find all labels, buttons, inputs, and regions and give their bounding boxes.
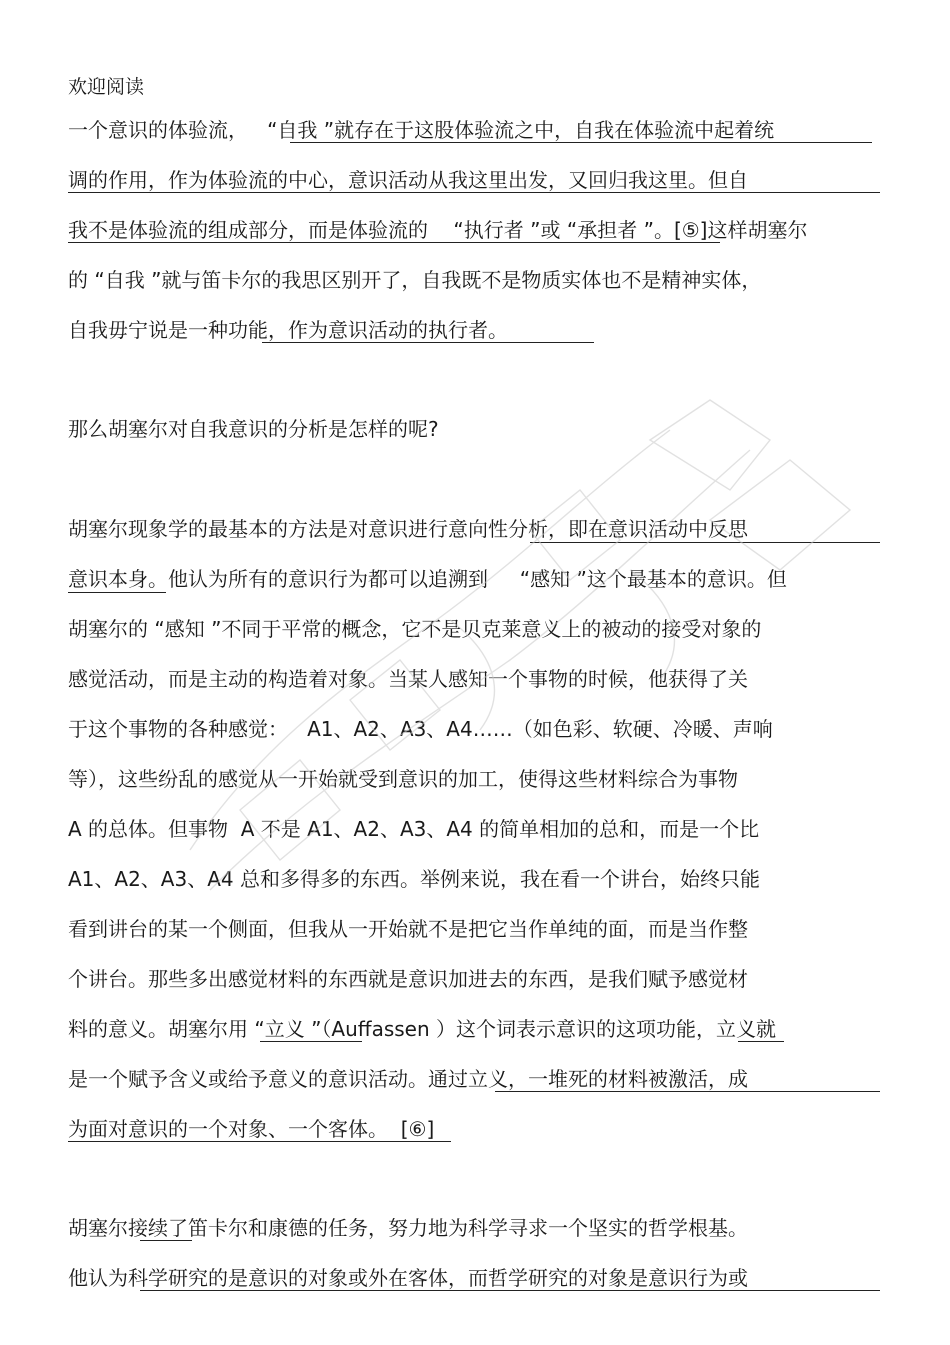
paragraph-line: 个讲台。那些多出感觉材料的东西就是意识加进去的东西，是我们赋予感觉材 xyxy=(68,967,748,991)
underline-rule xyxy=(68,592,166,593)
page-header: 欢迎阅读 xyxy=(68,76,145,98)
underline-rule xyxy=(530,542,880,543)
paragraph-line: 自我毋宁说是一种功能，作为意识活动的执行者。 xyxy=(68,318,508,342)
underline-rule xyxy=(290,142,872,143)
paragraph-line: 他认为科学研究的是意识的对象或外在客体，而哲学研究的对象是意识行为或 xyxy=(68,1266,748,1290)
paragraph-line: 于这个事物的各种感觉： A1、A2、A3、A4……（如色彩、软硬、冷暖、声响 xyxy=(68,717,773,741)
paragraph-line: 一个意识的体验流， “自我 ”就存在于这股体验流之中，自我在体验流中起着统 xyxy=(68,118,775,142)
paragraph-line: 感觉活动，而是主动的构造着对象。当某人感知一个事物的时候，他获得了关 xyxy=(68,667,748,691)
paragraph-line: 看到讲台的某一个侧面，但我从一开始就不是把它当作单纯的面，而是当作整 xyxy=(68,917,748,941)
paragraph-line: 胡塞尔现象学的最基本的方法是对意识进行意向性分析，即在意识活动中反思 xyxy=(68,517,748,541)
paragraph-line: 料的意义。胡塞尔用 “立义 ”（Auffassen ）这个词表示意识的这项功能，立义就 xyxy=(68,1017,777,1041)
section-question: 那么胡塞尔对自我意识的分析是怎样的呢? xyxy=(68,417,439,441)
underline-rule xyxy=(262,342,594,343)
underline-rule xyxy=(738,1041,784,1042)
paragraph-line: A1、A2、A3、A4 总和多得多的东西。举例来说，我在看一个讲台，始终只能 xyxy=(68,867,760,891)
underline-rule xyxy=(68,192,880,193)
paragraph-line: 我不是体验流的组成部分，而是体验流的 “执行者 ”或 “承担者 ”。[⑤]这样胡塞尔 xyxy=(68,218,808,242)
paragraph-line: 等），这些纷乱的感觉从一开始就受到意识的加工，使得这些材料综合为事物 xyxy=(68,767,738,791)
paragraph-line: 为面对意识的一个对象、一个客体。 [⑥] xyxy=(68,1117,435,1141)
paragraph-line: 胡塞尔接续了笛卡尔和康德的任务，努力地为科学寻求一个坚实的哲学根基。 xyxy=(68,1216,748,1240)
paragraph-line: 胡塞尔的 “感知 ”不同于平常的概念，它不是贝克莱意义上的被动的接受对象的 xyxy=(68,617,762,641)
paragraph-line: A 的总体。但事物 A 不是 A1、A2、A3、A4 的简单相加的总和，而是一个比 xyxy=(68,817,760,841)
paragraph-line: 调的作用，作为体验流的中心，意识活动从我这里出发，又回归我这里。但自 xyxy=(68,168,748,192)
underline-rule xyxy=(140,1240,192,1241)
underline-rule xyxy=(68,242,720,243)
underline-rule xyxy=(68,1141,451,1142)
paragraph-line: 是一个赋予含义或给予意义的意识活动。通过立义，一堆死的材料被激活，成 xyxy=(68,1067,748,1091)
paragraph-line: 的 “自我 ”就与笛卡尔的我思区别开了，自我既不是物质实体也不是精神实体， xyxy=(68,268,762,292)
paragraph-line: 意识本身。他认为所有的意识行为都可以追溯到 “感知 ”这个最基本的意识。但 xyxy=(68,567,787,591)
underline-rule xyxy=(495,1091,880,1092)
underline-rule xyxy=(260,1041,362,1042)
watermark-graphic xyxy=(150,370,910,930)
underline-rule xyxy=(140,1290,880,1291)
